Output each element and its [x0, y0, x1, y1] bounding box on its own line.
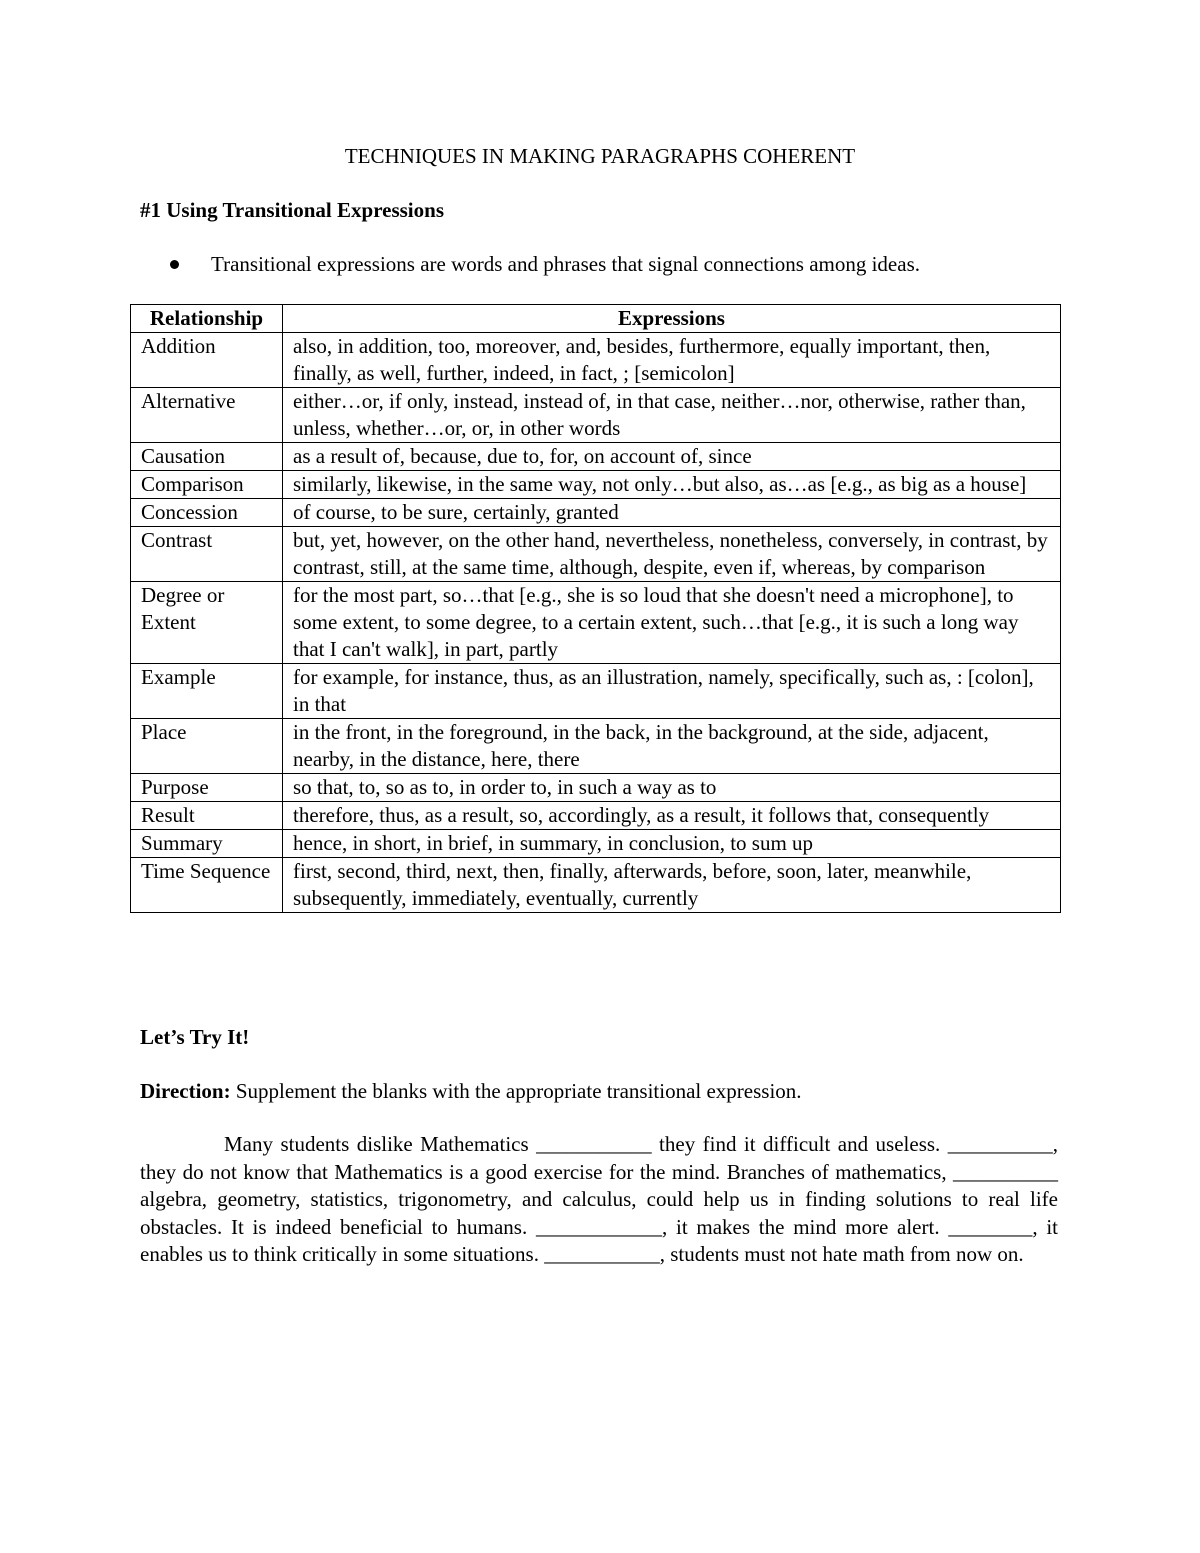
table-row	[131, 774, 1061, 802]
relationship-cell: Purpose	[131, 774, 283, 802]
relationship-cell: Comparison	[131, 471, 283, 499]
expressions-cell: similarly, likewise, in the same way, not only…but also, as…as [e.g., as big as a house]	[283, 471, 1061, 499]
section-heading: #1 Using Transitional Expressions	[140, 198, 444, 222]
expressions-cell: first, second, third, next, then, finally, afterwards, before, soon, later, meanwhile, subsequently, immediately, eventually, currently	[283, 858, 1061, 913]
direction-label: Direction:	[140, 1079, 231, 1103]
direction-line	[140, 1078, 802, 1104]
relationship-cell: Addition	[131, 333, 283, 388]
table-row	[131, 664, 1061, 719]
table-row	[131, 527, 1061, 582]
expressions-cell: but, yet, however, on the other hand, nevertheless, nonetheless, conversely, in contrast, by contrast, still, at the same time, although, despite, even if, whereas, by comparison	[283, 527, 1061, 582]
expressions-cell: so that, to, so as to, in order to, in such a way as to	[283, 774, 1061, 802]
relationship-cell: Time Sequence	[131, 858, 283, 913]
relationship-cell: Degree or Extent	[131, 582, 283, 664]
table-header-row	[131, 305, 1061, 333]
relationship-cell: Contrast	[131, 527, 283, 582]
transitional-expressions-table	[130, 304, 1061, 913]
expressions-cell: hence, in short, in brief, in summary, in conclusion, to sum up	[283, 830, 1061, 858]
table-row	[131, 858, 1061, 913]
activity-heading: Let’s Try It!	[140, 1025, 250, 1049]
expressions-cell: in the front, in the foreground, in the back, in the background, at the side, adjacent, nearby, in the distance, here, there	[283, 719, 1061, 774]
header-relationship: Relationship	[131, 305, 283, 333]
relationship-cell: Alternative	[131, 388, 283, 443]
relationship-cell: Concession	[131, 499, 283, 527]
bullet-text: Transitional expressions are words and phrases that signal connections among ideas.	[211, 252, 920, 276]
table-row	[131, 499, 1061, 527]
bullet-icon	[170, 260, 179, 269]
table-row	[131, 388, 1061, 443]
exercise-paragraph: Many students dislike Mathematics ___________ they find it difficult and useless. __________, they do not know that Mathematics is a good exercise for the mind. Branches of mathematics, __________ algebra, geometry, statistics, trigonometry, and calculus, could help us in finding solutions to real life obstacles. It is indeed beneficial to humans. ____________, it makes the mind more alert. ________, it enables us to think critically in some situations. ___________, students must not hate math from now on.	[140, 1132, 1058, 1266]
expressions-cell: also, in addition, too, moreover, and, besides, furthermore, equally important, then, finally, as well, further, indeed, in fact, ; [semicolon]	[283, 333, 1061, 388]
expressions-cell: of course, to be sure, certainly, granted	[283, 499, 1061, 527]
header-expressions: Expressions	[283, 305, 1061, 333]
table-row	[131, 333, 1061, 388]
table-row	[131, 443, 1061, 471]
expressions-cell: as a result of, because, due to, for, on account of, since	[283, 443, 1061, 471]
expressions-cell: for example, for instance, thus, as an illustration, namely, specifically, such as, : [colon], in that	[283, 664, 1061, 719]
expressions-cell: therefore, thus, as a result, so, accordingly, as a result, it follows that, consequently	[283, 802, 1061, 830]
table-row	[131, 582, 1061, 664]
table-row	[131, 471, 1061, 499]
relationship-cell: Summary	[131, 830, 283, 858]
relationship-cell: Result	[131, 802, 283, 830]
relationship-cell: Causation	[131, 443, 283, 471]
document-title: TECHNIQUES IN MAKING PARAGRAPHS COHERENT	[344, 144, 856, 168]
relationship-cell: Example	[131, 664, 283, 719]
table-row	[131, 830, 1061, 858]
expressions-cell: for the most part, so…that [e.g., she is so loud that she doesn't need a microphone], to some extent, to some degree, to a certain extent, such…that [e.g., it is such a long way that I can't walk], in part, partly	[283, 582, 1061, 664]
table-row	[131, 719, 1061, 774]
relationship-cell: Place	[131, 719, 283, 774]
table-row	[131, 802, 1061, 830]
direction-text: Supplement the blanks with the appropriate transitional expression.	[230, 1079, 802, 1103]
expressions-cell: either…or, if only, instead, instead of, in that case, neither…nor, otherwise, rather than, unless, whether…or, or, in other words	[283, 388, 1061, 443]
